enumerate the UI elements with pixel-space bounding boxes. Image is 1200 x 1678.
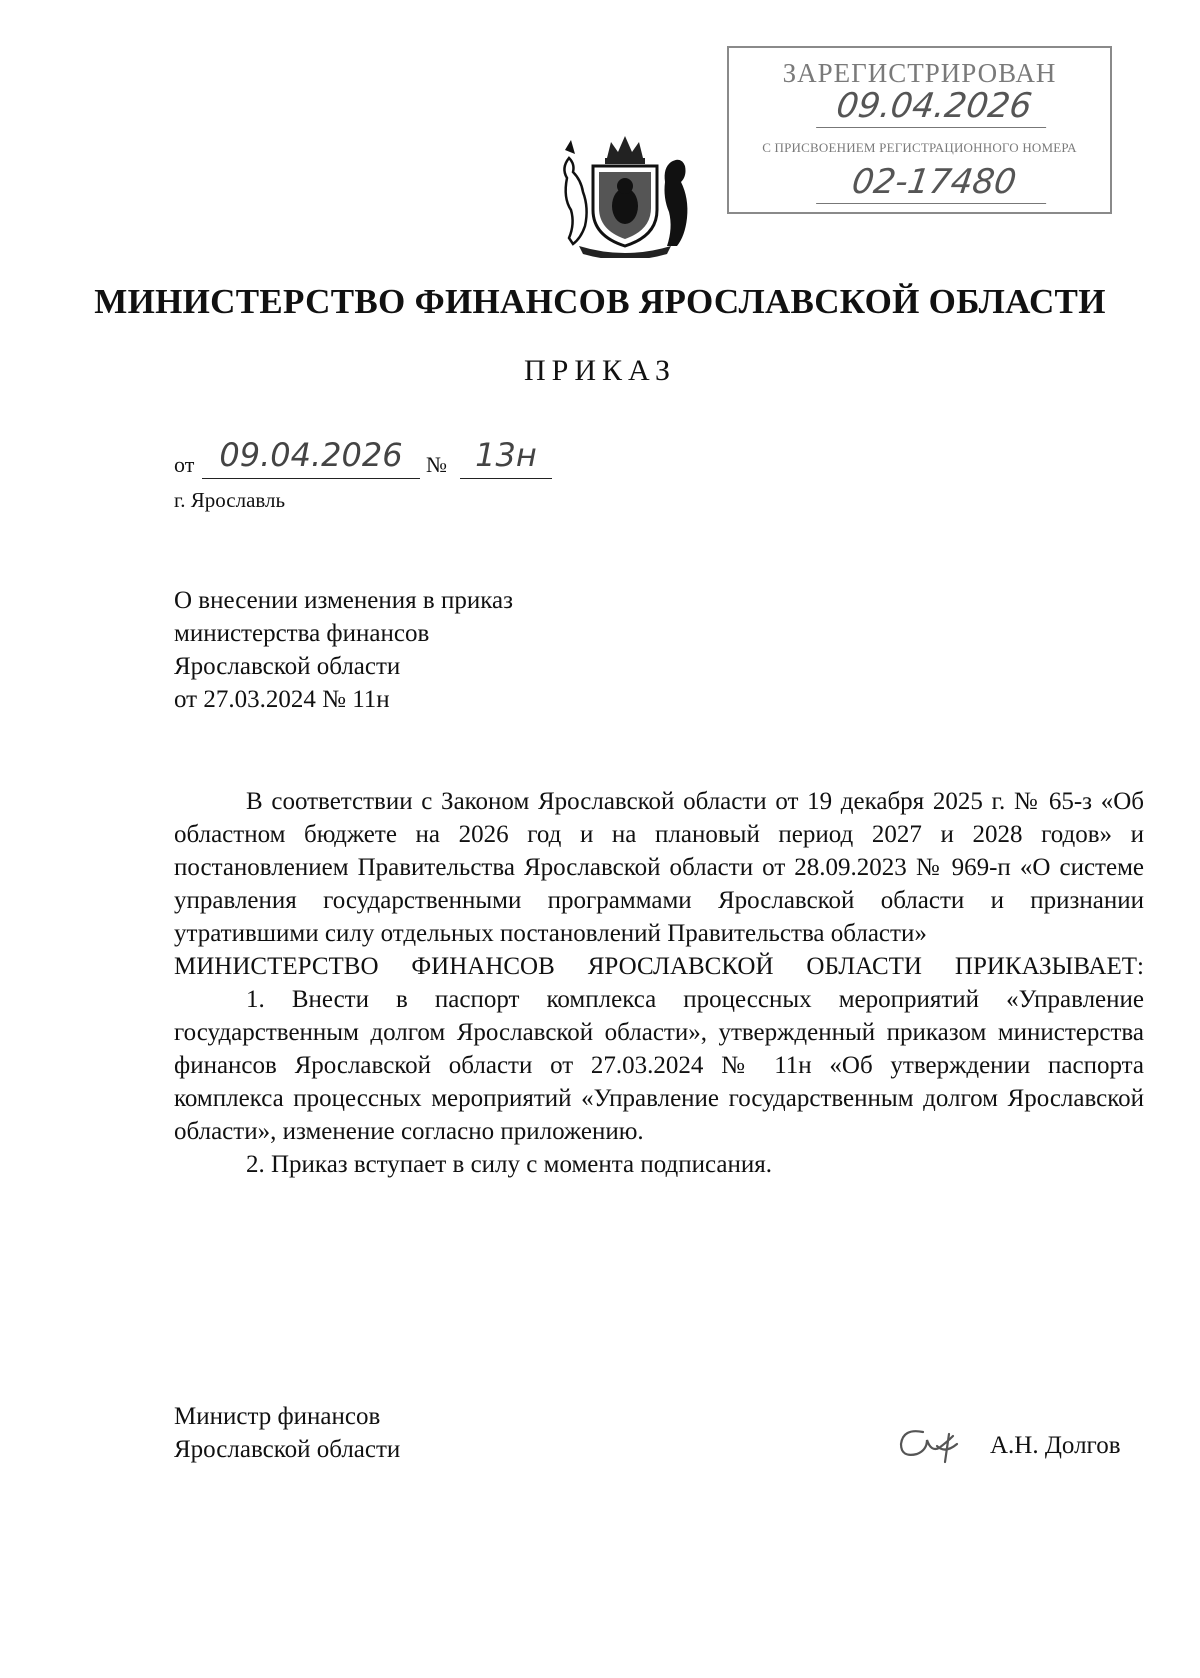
order-phrase: МИНИСТЕРСТВО ФИНАНСОВ ЯРОСЛАВСКОЙ ОБЛАСТИ ПРИКАЗЫВАЕТ: <box>174 953 1144 980</box>
preamble-paragraph: В соответствии с Законом Ярославской области от 19 декабря 2025 г. № 65-з «Об областном бюджете на 2026 год и на плановый период 2027 и 2028 годов» и постановлением Правительства Ярославской области от 28.09.2023 № 969-п «О системе управления государственными программами Ярославской области и признании утратившими силу отдельных постановлений Правительства области» <box>174 788 1144 947</box>
subject-line: Ярославской области <box>174 653 401 680</box>
order-item-1: 1. Внести в паспорт комплекса процессных мероприятий «Управление государственным долгом Ярославской области», утвержденный приказом министерства финансов Ярославской области от 27.03.2024 № 11н «Об утверждении паспорта комплекса процессных мероприятий «Управление государственным долгом Ярославской области», изменение согласно приложению. <box>174 986 1144 1145</box>
position-line: Министр финансов <box>174 1403 381 1430</box>
city: г. Ярославль <box>174 488 286 512</box>
stamp-registration-number: 02-17480 <box>816 162 1052 204</box>
stamp-subtitle: С ПРИСВОЕНИЕМ РЕГИСТРАЦИОННОГО НОМЕРА <box>762 140 1077 155</box>
subject-line: О внесении изменения в приказ <box>174 587 513 614</box>
order-subject <box>174 584 513 716</box>
order-body <box>174 785 1144 1181</box>
subject-line: министерства финансов <box>174 620 430 647</box>
order-item-2: 2. Приказ вступает в силу с момента подписания. <box>246 1151 772 1178</box>
signatory-position <box>174 1400 400 1466</box>
registration-stamp <box>727 46 1112 214</box>
date-label: от <box>174 452 195 477</box>
subject-line: от 27.03.2024 № 11н <box>174 686 390 713</box>
number-label: № <box>426 452 447 477</box>
stamp-title: ЗАРЕГИСТРИРОВАН <box>782 58 1057 88</box>
signatory-name: А.Н. Долгов <box>990 1432 1121 1459</box>
ministry-title: МИНИСТЕРСТВО ФИНАНСОВ ЯРОСЛАВСКОЙ ОБЛАСТИ <box>94 282 1106 321</box>
stamp-date: 09.04.2026 <box>816 86 1052 128</box>
order-date: 09.04.2026 <box>202 436 420 479</box>
order-number: 13н <box>460 436 552 479</box>
coat-of-arms-icon <box>555 128 695 258</box>
document-type: ПРИКАЗ <box>524 354 676 387</box>
position-line: Ярославской области <box>174 1436 401 1463</box>
handwritten-signature <box>893 1418 973 1468</box>
